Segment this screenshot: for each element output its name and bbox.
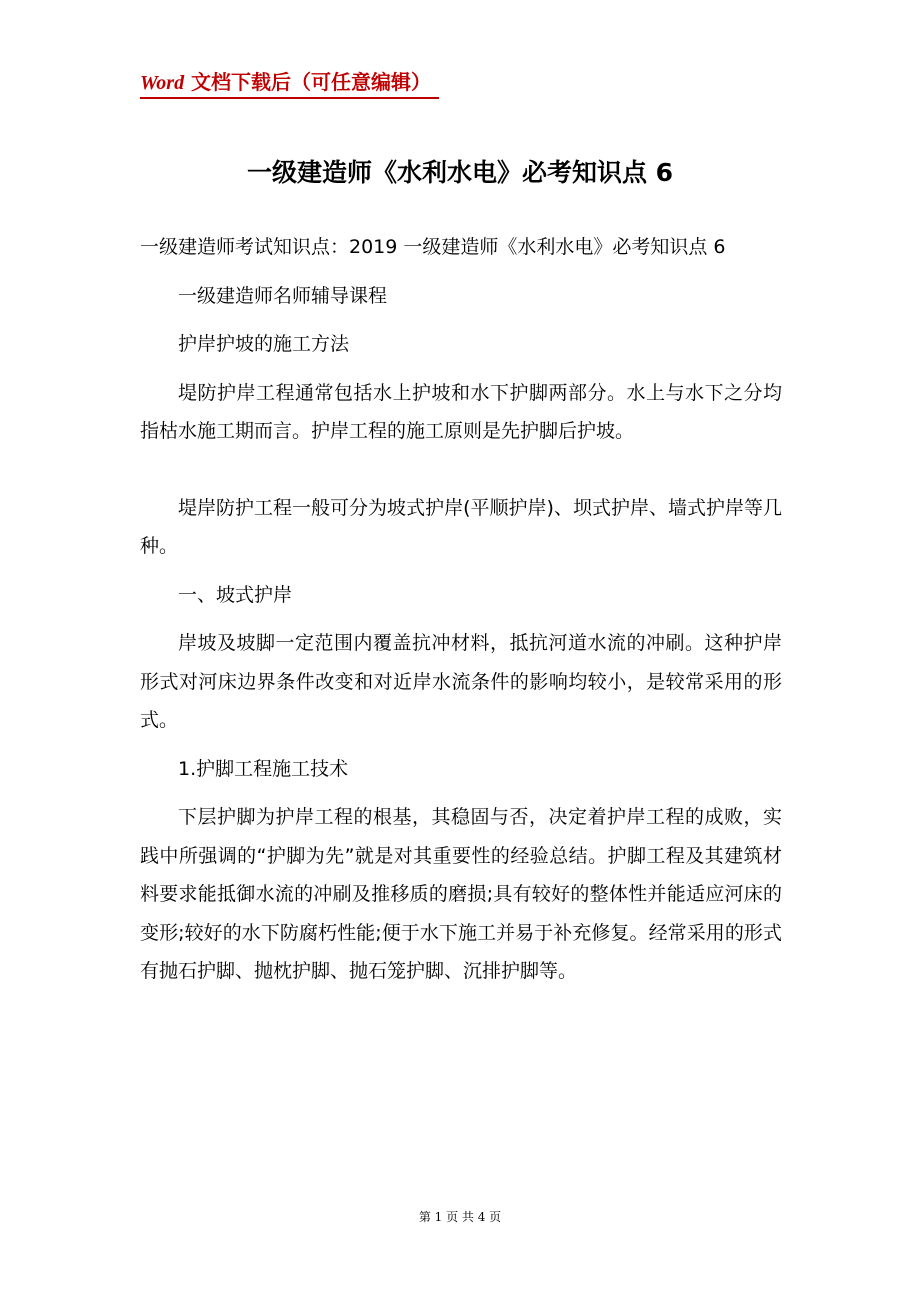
document-header-banner — [140, 66, 439, 99]
paragraph-types: 堤岸防护工程一般可分为坡式护岸(平顺护岸)、坝式护岸、墙式护岸等几种。 — [140, 496, 782, 557]
paragraph-course: 一级建造师名师辅导课程 — [178, 284, 388, 307]
document-title: 一级建造师《水利水电》必考知识点 6 — [246, 158, 674, 187]
paragraph-intro: 一级建造师考试知识点：2019 一级建造师《水利水电》必考知识点 6 — [140, 236, 726, 258]
page-footer: 第 1 页 共 4 页 — [418, 1210, 502, 1224]
paragraph-section-one: 一、坡式护岸 — [178, 583, 293, 606]
header-brand: Word — [140, 72, 185, 94]
paragraph-subsection-1: 1.护脚工程施工技术 — [178, 757, 349, 780]
paragraph-embankment: 堤防护岸工程通常包括水上护坡和水下护脚两部分。水上与水下之分均指枯水施工期而言。护岸工程的施工原则是先护脚后护坡。 — [140, 381, 782, 442]
paragraph-heading-methods: 护岸护坡的施工方法 — [178, 333, 350, 355]
paragraph-toe-protection: 下层护脚为护岸工程的根基，其稳固与否，决定着护岸工程的成败，实践中所强调的“护脚为先”就是对其重要性的经验总结。护脚工程及其建筑材料要求能抵御水流的冲刷及推移质的磨损;具有较好的整体性并能适应河床的变形;较好的水下防腐朽性能;便于水下施工并易于补充修复。经常采用的形式有抛石护脚、抛枕护脚、抛石笼护脚、沉排护脚等。 — [140, 806, 782, 982]
header-text: 文档下载后（可任意编辑） — [184, 70, 432, 94]
paragraph-slope-desc: 岸坡及坡脚一定范围内覆盖抗冲材料，抵抗河道水流的冲刷。这种护岸形式对河床边界条件改变和对近岸水流条件的影响均较小，是较常采用的形式。 — [140, 632, 782, 731]
document-body — [140, 228, 782, 1001]
